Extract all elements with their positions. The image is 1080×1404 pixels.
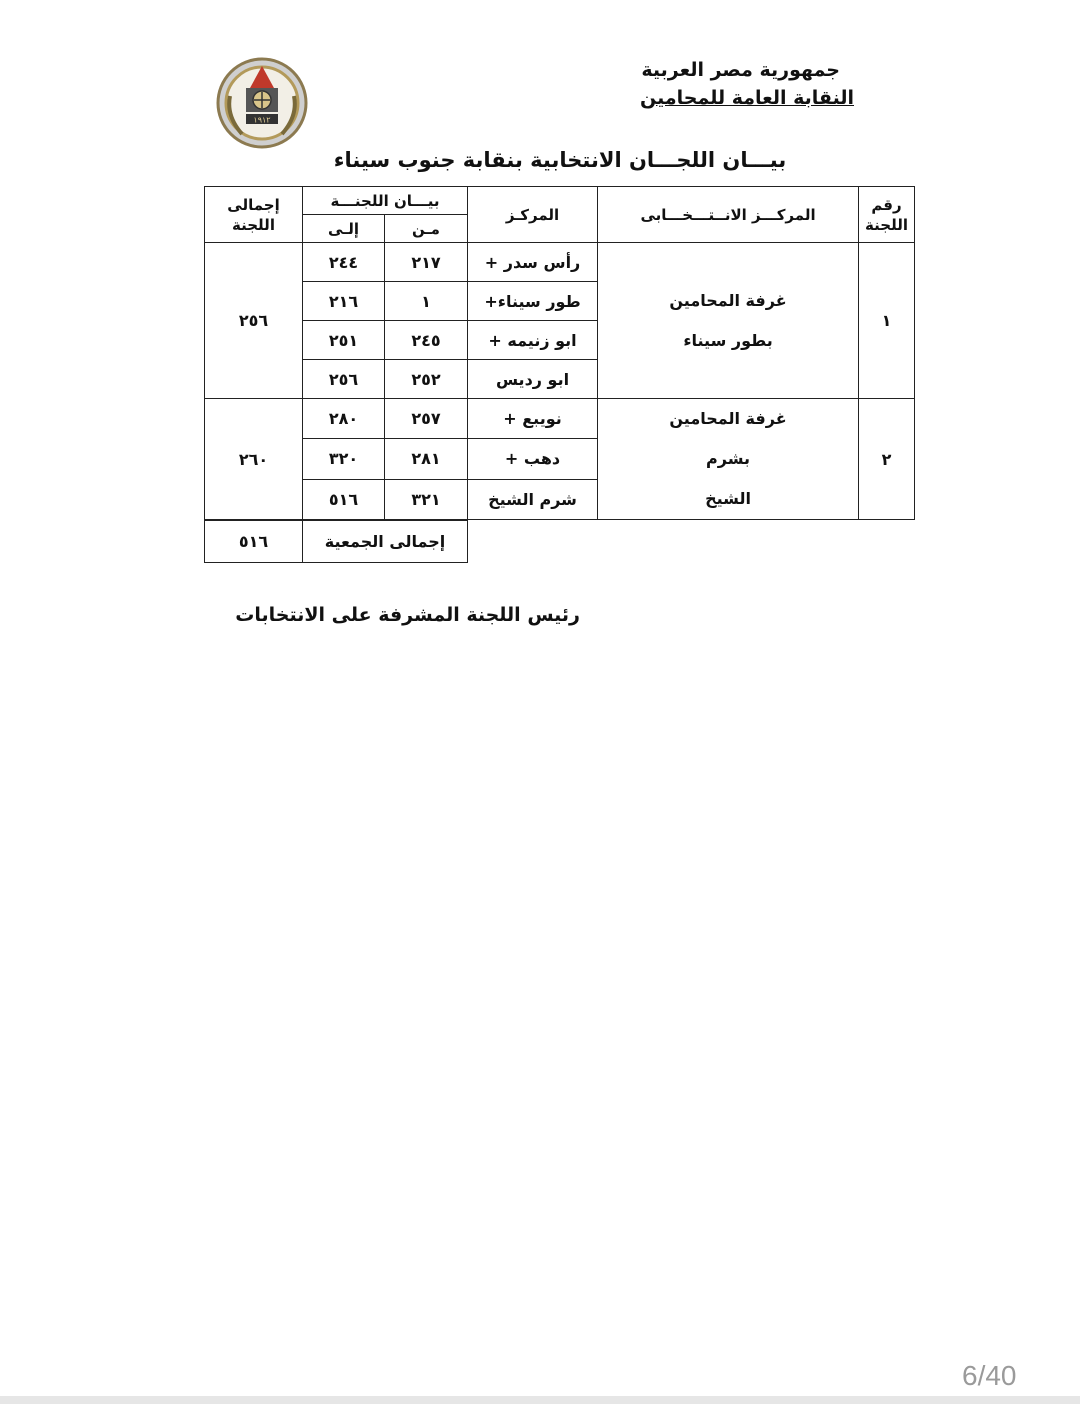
from-cell: ٢١٧ <box>385 243 468 282</box>
center-line: غرفة المحامين <box>669 290 787 310</box>
from-cell: ٢٨١ <box>385 439 468 479</box>
header-from: مـن <box>385 215 468 243</box>
table-row <box>205 399 915 439</box>
to-cell: ٢١٦ <box>303 282 385 321</box>
from-cell: ٢٥٧ <box>385 399 468 439</box>
page-title: بيـــان اللجـــان الانتخابية بنقابة جنوب سيناء <box>333 148 787 172</box>
committee-total: ٢٥٦ <box>205 243 303 399</box>
electoral-center <box>598 243 859 399</box>
country-name: جمهورية مصر العربية <box>641 59 840 81</box>
to-cell: ٣٢٠ <box>303 439 385 479</box>
district-cell: ابو رديس <box>468 360 598 399</box>
district-cell: شرم الشيخ <box>468 479 598 519</box>
electoral-center <box>598 399 859 520</box>
district-cell: رأس سدر + <box>468 243 598 282</box>
to-cell: ٥١٦ <box>303 479 385 519</box>
header-to: إلـى <box>303 215 385 243</box>
header-committee-data: بيـــان اللجنـــة <box>303 187 468 215</box>
district-cell: طور سيناء+ <box>468 282 598 321</box>
from-cell: ٣٢١ <box>385 479 468 519</box>
district-cell: دهب + <box>468 439 598 479</box>
page-indicator: 6/40 <box>962 1360 1017 1391</box>
from-cell: ٢٤٥ <box>385 321 468 360</box>
from-cell: ١ <box>385 282 468 321</box>
committee-number: ٢ <box>859 399 915 520</box>
committee-number: ١ <box>859 243 915 399</box>
header-committee-number: رقم اللجنة <box>859 187 915 243</box>
center-line: غرفة المحامين <box>669 409 787 428</box>
district-cell: نويبع + <box>468 399 598 439</box>
center-line: بطور سيناء <box>683 330 773 350</box>
to-cell: ٢٤٤ <box>303 243 385 282</box>
emblem-year: ١٩١٢ <box>253 115 271 125</box>
center-line: الشيخ <box>705 489 751 508</box>
from-cell: ٢٥٢ <box>385 360 468 399</box>
grand-total-label: إجمالى الجمعية <box>303 521 468 563</box>
header-electoral-center: المركـــز الانــتـــخـــابى <box>598 187 859 243</box>
center-line: بشرم <box>706 449 750 468</box>
grand-total-value: ٥١٦ <box>205 521 303 563</box>
committee-total: ٢٦٠ <box>205 399 303 520</box>
signature-line: رئيس اللجنة المشرفة على الانتخابات <box>235 604 580 626</box>
header-district: المركـز <box>468 187 598 243</box>
document-header <box>640 56 854 112</box>
to-cell: ٢٨٠ <box>303 399 385 439</box>
district-cell: ابو زنيمه + <box>468 321 598 360</box>
to-cell: ٢٥١ <box>303 321 385 360</box>
header-committee-total: إجمالى اللجنة <box>205 187 303 243</box>
table-row <box>205 243 915 282</box>
viewer-bottom-bar <box>0 1396 1080 1404</box>
syndicate-name: النقابة العامة للمحامين <box>640 87 854 109</box>
grand-total-table <box>204 520 468 563</box>
committees-table <box>204 186 915 520</box>
to-cell: ٢٥٦ <box>303 360 385 399</box>
bar-association-emblem-icon <box>216 56 308 150</box>
